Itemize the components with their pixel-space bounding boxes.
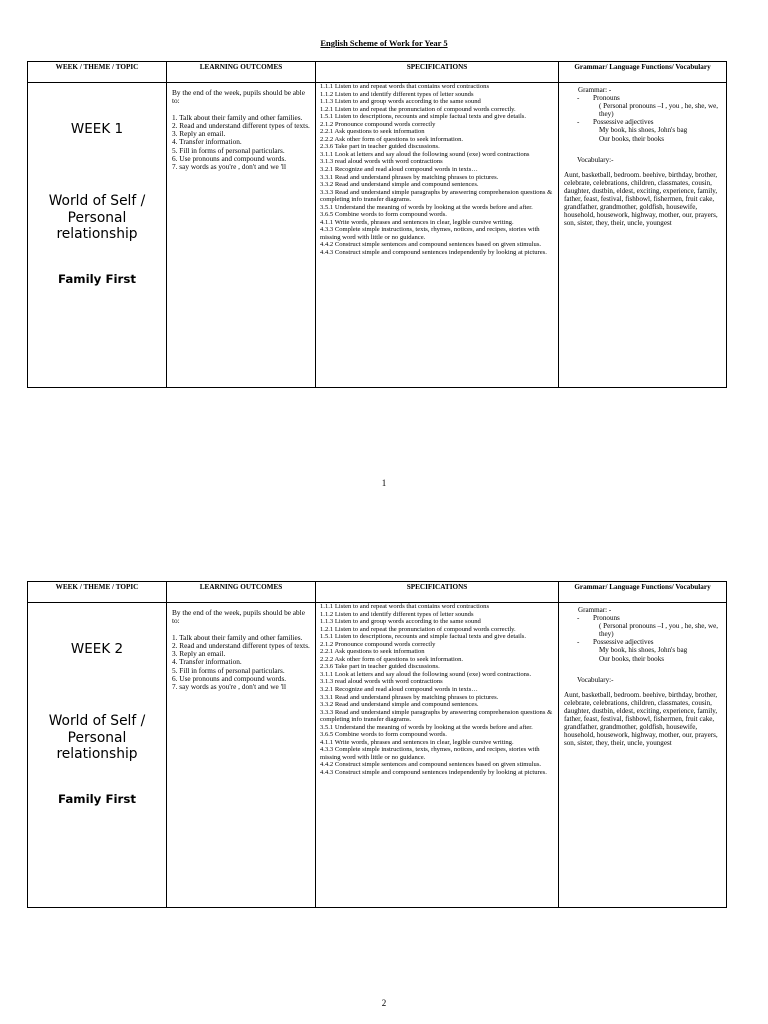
header-grammar-vocabulary: Grammar/ Language Functions/ Vocabulary	[559, 62, 727, 83]
vocabulary-list: Aunt, basketball, bedroom. beehive, birthday, brother, celebrate, celebrations, children, classmates, cousin, daughter, dustbin, eldest, exciting, experience, family, father, feast, festival, fishbowl, fishermen, fruit cake, grandfather, grandmother, goldfish, housewife, household, housework, highway, mother, our, prayers, son, sister, they, their, uncle, youngest	[564, 690, 718, 748]
week-cell	[28, 83, 167, 388]
spec-item: 1.1.3 Listen to and group words according to the same sound	[320, 98, 481, 106]
spec-item: 3.3.2 Read and understand simple and compound sentences.	[320, 181, 479, 189]
spec-item: 3.6.5 Combine words to form compound words.	[320, 211, 447, 219]
week-label: WEEK 2	[70, 641, 124, 657]
spec-item: 4.4.2 Construct simple sentences and compound sentences based on given stimulus.	[320, 761, 542, 769]
week-theme: World of Self / Personal relationship	[48, 193, 146, 242]
table-header-row	[28, 62, 727, 83]
spec-item: 2.2.1 Ask questions to seek information	[320, 128, 425, 136]
spec-item: 1.1.3 Listen to and group words according to the same sound	[320, 618, 481, 626]
header-specifications: SPECIFICATIONS	[316, 582, 559, 603]
outcomes-intro: By the end of the week, pupils should be able to:	[172, 88, 305, 106]
outcome-item: 7. say words as you're , don't and we 'll	[172, 162, 286, 172]
outcome-item: 6. Use pronouns and compound words.	[172, 154, 287, 164]
header-week-theme-topic: WEEK / THEME / TOPIC	[28, 62, 167, 83]
week-label: WEEK 1	[70, 121, 124, 137]
spec-item: 1.1.2 Listen to and identify different types of letter sounds	[320, 90, 474, 98]
possessive-examples: Our books, their books	[599, 134, 665, 143]
spec-item: 3.3.1 Read and understand phrases by matching phrases to pictures.	[320, 693, 499, 701]
spec-item: 1.2.1 Listen to and repeat the pronunciation of compound words correctly.	[320, 625, 516, 633]
spec-item: 4.4.2 Construct simple sentences and compound sentences based on given stimulus.	[320, 241, 542, 249]
page-number: 2	[381, 998, 387, 1008]
spec-item: 2.3.6 Take part in teacher guided discussions.	[320, 143, 440, 151]
outcome-item: 2. Read and understand different types of texts.	[172, 120, 310, 130]
header-specifications: SPECIFICATIONS	[316, 62, 559, 83]
grammar-heading: Grammar: -	[578, 86, 612, 94]
spec-item: 3.3.3 Read and understand simple paragraphs by answering comprehension questions & completing info transfer diagrams.	[320, 708, 553, 724]
spec-item: 2.1.2 Pronounce compound words correctly	[320, 120, 436, 128]
specifications-cell	[316, 603, 559, 908]
pronouns-detail: ( Personal pronouns –I , you , he, she, we, they)	[599, 622, 718, 639]
spec-item: 2.2.2 Ask other form of questions to seek information.	[320, 135, 464, 143]
learning-outcomes-cell	[167, 83, 316, 388]
outcome-item: 1. Talk about their family and other families.	[172, 112, 303, 122]
table-row	[28, 83, 727, 388]
spec-item: 3.3.3 Read and understand simple paragraphs by answering comprehension questions & completing info transfer diagrams.	[320, 188, 553, 204]
outcomes-intro: By the end of the week, pupils should be able to:	[172, 608, 305, 626]
spec-item: 3.3.2 Read and understand simple and compound sentences.	[320, 701, 479, 709]
scheme-table-week-2	[27, 581, 727, 908]
spec-item: 4.1.1 Write words, phrases and sentences in clear, legible cursive writing.	[320, 738, 514, 746]
spec-item: 3.2.1 Recognize and read aloud compound words in texts…	[320, 166, 478, 174]
week-topic: Family First	[57, 271, 137, 286]
spec-item: 2.2.2 Ask other form of questions to seek information.	[320, 655, 464, 663]
grammar-heading: Grammar: -	[578, 606, 612, 614]
week-topic: Family First	[57, 791, 137, 806]
outcome-item: 5. Fill in forms of personal particulars.	[172, 145, 285, 155]
document-title: English Scheme of Work for Year 5	[320, 38, 448, 48]
outcome-item: 2. Read and understand different types of texts.	[172, 640, 310, 650]
spec-item: 4.1.1 Write words, phrases and sentences in clear, legible cursive writing.	[320, 218, 514, 226]
spec-item: 2.2.1 Ask questions to seek information	[320, 648, 425, 656]
page-number: 1	[381, 478, 387, 488]
spec-item: 4.3.3 Complete simple instructions, texts, rhymes, notices, and recipes, stories with missing word with little or no guidance.	[320, 746, 540, 761]
pronouns-label: - Pronouns	[564, 614, 722, 622]
grammar-vocabulary-cell	[559, 83, 727, 388]
pronouns-detail: ( Personal pronouns –I , you , he, she, we, they)	[599, 102, 718, 119]
possessive-examples: My book, his shoes, John's bag	[599, 126, 688, 135]
possessive-examples: Our books, their books	[599, 654, 665, 663]
spec-item: 3.6.5 Combine words to form compound words.	[320, 731, 447, 739]
outcome-item: 4. Transfer information.	[172, 657, 242, 667]
spec-item: 3.1.1 Look at letters and say aloud the following sound (exe) word contractions.	[320, 670, 532, 678]
spec-item: 3.5.1 Understand the meaning of words by looking at the words before and after.	[320, 203, 533, 211]
learning-outcomes-cell	[167, 603, 316, 908]
outcome-item: 3. Reply an email.	[172, 649, 226, 659]
spec-item: 1.1.1 Listen to and repeat words that contains word contractions	[320, 603, 490, 610]
possessive-label: - Possessive adjectives	[564, 118, 722, 126]
spec-item: 3.5.1 Understand the meaning of words by looking at the words before and after.	[320, 723, 533, 731]
specifications-cell	[316, 83, 559, 388]
week-theme: World of Self / Personal relationship	[48, 713, 146, 762]
outcome-item: 1. Talk about their family and other families.	[172, 632, 303, 642]
spec-item: 3.1.3 read aloud words with word contractions	[320, 158, 443, 166]
possessive-label: - Possessive adjectives	[564, 638, 722, 646]
outcome-item: 5. Fill in forms of personal particulars.	[172, 665, 285, 675]
week-cell	[28, 603, 167, 908]
spec-item: 4.3.3 Complete simple instructions, texts, rhymes, notices, and recipes, stories with missing word with little or no guidance.	[320, 226, 540, 241]
vocabulary-heading: Vocabulary:-	[577, 675, 614, 684]
spec-item: 3.3.1 Read and understand phrases by matching phrases to pictures.	[320, 173, 499, 181]
vocabulary-heading: Vocabulary:-	[577, 155, 614, 164]
spec-item: 3.2.1 Recognize and read aloud compound words in texts…	[320, 686, 478, 694]
spec-item: 2.1.2 Pronounce compound words correctly	[320, 640, 436, 648]
spec-item: 3.1.3 read aloud words with word contractions	[320, 678, 443, 686]
header-learning-outcomes: LEARNING OUTCOMES	[167, 62, 316, 83]
vocabulary-list: Aunt, basketball, bedroom. beehive, birthday, brother, celebrate, celebrations, children, classmates, cousin, daughter, dustbin, eldest, exciting, experience, family, father, feast, festival, fishbowl, fishermen, fruit cake, grandfather, grandmother, goldfish, housewife, household, housework, highway, mother, our, prayers, son, sister, they, their, uncle, youngest	[564, 170, 718, 228]
spec-item: 1.5.1 Listen to descriptions, recounts and simple factual texts and give details.	[320, 633, 527, 641]
header-grammar-vocabulary: Grammar/ Language Functions/ Vocabulary	[559, 582, 727, 603]
grammar-vocabulary-cell	[559, 603, 727, 908]
spec-item: 1.2.1 Listen to and repeat the pronunciation of compound words correctly.	[320, 105, 516, 113]
spec-item: 2.3.6 Take part in teacher guided discussions.	[320, 663, 440, 671]
spec-item: 4.4.3 Construct simple and compound sentences independently by looking at pictures.	[320, 769, 547, 777]
header-learning-outcomes: LEARNING OUTCOMES	[167, 582, 316, 603]
outcome-item: 4. Transfer information.	[172, 137, 242, 147]
outcome-item: 7. say words as you're , don't and we 'll	[172, 682, 286, 692]
spec-item: 3.1.1 Look at letters and say aloud the following sound (exe) word contractions	[320, 150, 530, 158]
spec-item: 4.4.3 Construct simple and compound sentences independently by looking at pictures.	[320, 249, 547, 257]
outcome-item: 6. Use pronouns and compound words.	[172, 674, 287, 684]
pronouns-label: - Pronouns	[564, 94, 722, 102]
scheme-table-week-1	[27, 61, 727, 388]
outcome-item: 3. Reply an email.	[172, 129, 226, 139]
header-week-theme-topic: WEEK / THEME / TOPIC	[28, 582, 167, 603]
spec-item: 1.5.1 Listen to descriptions, recounts and simple factual texts and give details.	[320, 113, 527, 121]
table-row	[28, 603, 727, 908]
spec-item: 1.1.1 Listen to and repeat words that contains word contractions	[320, 83, 490, 90]
spec-item: 1.1.2 Listen to and identify different types of letter sounds	[320, 610, 474, 618]
table-header-row	[28, 582, 727, 603]
possessive-examples: My book, his shoes, John's bag	[599, 646, 688, 655]
